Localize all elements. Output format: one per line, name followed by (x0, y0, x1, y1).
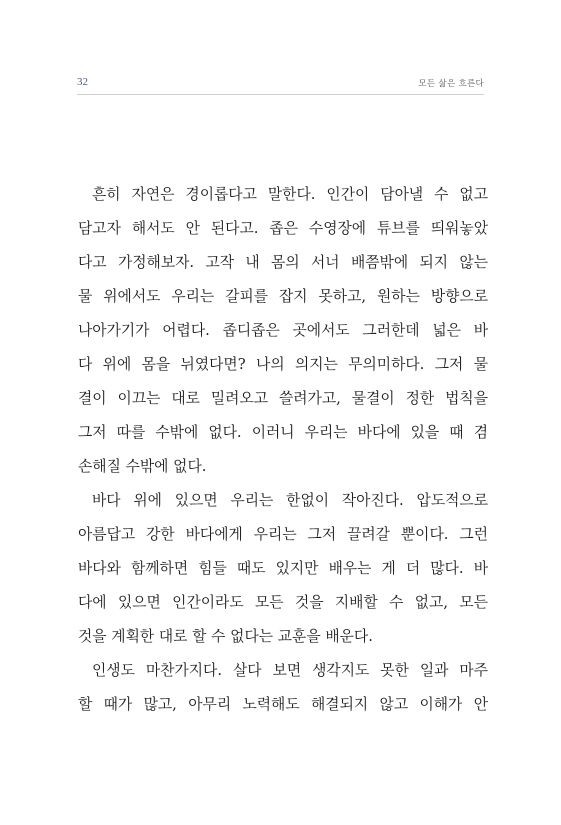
text-line: 다고 가정해보자. 고작 내 몸의 서너 배쯤밖에 되지 않는 (78, 254, 488, 271)
running-title: 모든 삶은 흐른다 (418, 79, 484, 89)
page-header (77, 76, 484, 95)
text-line: 물 위에서도 우리는 갈피를 잡지 못하고, 원하는 방향으로 (78, 288, 488, 305)
page-number: 32 (77, 76, 88, 88)
text-line: 인생도 마찬가지다. 살다 보면 생각지도 못한 일과 마주 (92, 662, 488, 679)
text-line: 다에 있으면 인간이라도 모든 것을 지배할 수 없고, 모든 (78, 594, 488, 611)
text-line: 결이 이끄는 대로 밀려오고 쓸려가고, 물결이 정한 법칙을 (78, 390, 488, 407)
text-line: 손해질 수밖에 없다. (78, 458, 207, 475)
text-line: 나아가기가 어렵다. 좁디좁은 곳에서도 그러한데 넓은 바 (78, 322, 488, 339)
text-line: 아름답고 강한 바다에게 우리는 그저 끌려갈 뿐이다. 그런 (78, 526, 488, 543)
text-line: 것을 계획한 대로 할 수 없다는 교훈을 배운다. (78, 628, 373, 645)
text-line: 바다와 함께하면 힘들 때도 있지만 배우는 게 더 많다. 바 (78, 560, 488, 577)
text-line: 할 때가 많고, 아무리 노력해도 해결되지 않고 이해가 안 (78, 696, 488, 713)
text-line: 다 위에 몸을 뉘였다면? 나의 의지는 무의미하다. 그저 물 (78, 356, 488, 373)
body-text (78, 178, 488, 722)
text-line: 담고자 해서도 안 된다고. 좁은 수영장에 튜브를 띄워놓았 (78, 220, 488, 237)
text-line: 흔히 자연은 경이롭다고 말한다. 인간이 담아낼 수 없고 (92, 186, 488, 203)
text-line: 그저 따를 수밖에 없다. 이러니 우리는 바다에 있을 때 겸 (78, 424, 488, 441)
text-line: 바다 위에 있으면 우리는 한없이 작아진다. 압도적으로 (92, 492, 488, 509)
